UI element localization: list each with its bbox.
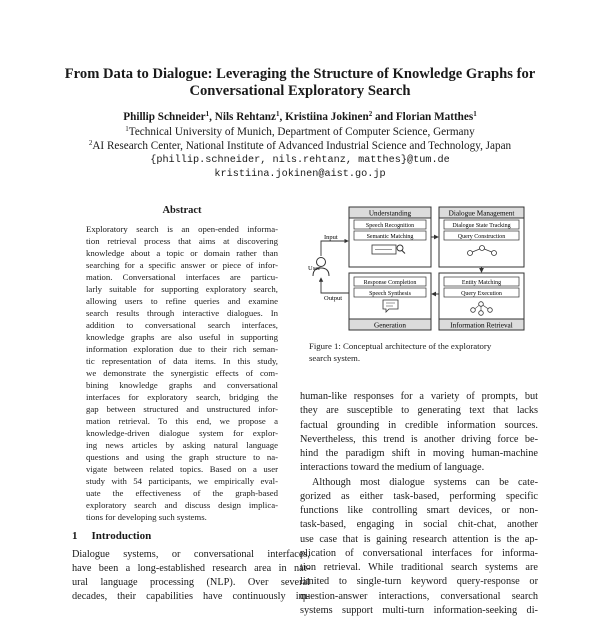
paper-title-line-1: From Data to Dialogue: Leveraging the Structure of Knowledge Graphs for [64, 66, 536, 82]
intro-line: decades, their capabilities have continuously im- [72, 591, 310, 602]
paper-title-line-2: Conversational Exploratory Search [189, 83, 411, 99]
abstract-line: tions for developing such systems. [86, 512, 207, 522]
output-label: Output [324, 295, 343, 302]
abstract-line: mation retrieval. To this end, we propose a [86, 416, 278, 426]
body-text-line: Nevertheless, this trend is another driving force be- [300, 433, 538, 445]
abstract-line: mation. Conversational interfaces are particu- [86, 272, 278, 282]
section-title: Introduction [91, 530, 152, 542]
intro-line: ural language processing (NLP). Over several [72, 577, 310, 588]
abstract-line: searching for a specific answer or piece of infor- [86, 260, 278, 270]
response-completion-label: Response Completion [363, 280, 417, 286]
abstract-line: addition to conversational search interfaces, [86, 320, 278, 330]
author-list: Phillip Schneider$^1$, Nils Rehtanz$^1$, Kristiina Jokinen$^2$ and Florian Matthes$^1$ [123, 110, 477, 123]
user-label: User [308, 265, 321, 272]
abstract-line: search results through interactive dialogues. In [86, 308, 278, 318]
dialogue-management-module [439, 207, 524, 267]
author-name: Phillip Schneider [123, 111, 206, 123]
author-name: Florian Matthes [395, 111, 474, 123]
architecture-diagram [300, 200, 540, 335]
author-affil-mark: 2 [368, 110, 373, 118]
abstract-line: allowing users to refine queries and examine [86, 296, 278, 306]
abstract-line: knowledge-driven dialogue system for explor- [86, 428, 278, 438]
author-affil-mark: 1 [275, 110, 280, 118]
body-text-line: interactions toward the medium of language. [300, 462, 485, 474]
body-text-line: systems support multi-turn information-seeking di- [300, 604, 538, 616]
abstract-line: ing news articles by asking natural language [86, 440, 278, 450]
email-line-2[interactable]: kristiina.jokinen@aist.go.jp [214, 169, 386, 180]
input-label: Input [324, 234, 338, 241]
affiliation-2: $^2$AI Research Center, National Institute of Advanced Industrial Science and Technology, Japan [88, 139, 512, 152]
output-arrow [321, 278, 349, 293]
abstract-line: gap between structured and unstructured infor- [86, 404, 278, 414]
figure-caption-line-2: search system. [309, 353, 361, 363]
abstract-line: larly suitable for supporting exploratory search, [86, 284, 278, 294]
generation-label: Generation [374, 321, 406, 330]
dialogue-state-tracking-label: Dialogue State Tracking [452, 223, 511, 229]
intro-line: have been a long-established research area in nat- [72, 563, 310, 574]
abstract-line: bining knowledge graphs and conversational [86, 380, 278, 390]
body-text-line: task-based, engaging in social chit-chat, another [300, 519, 538, 531]
entity-matching-label: Entity Matching [461, 280, 502, 286]
information-retrieval-label: Information Retrieval [450, 321, 513, 330]
information-retrieval-module [439, 273, 524, 330]
abstract-line: interfaces for exploratory search, bridging the [86, 392, 278, 402]
abstract-line: Exploratory search is an open-ended informa- [86, 224, 278, 234]
body-text-line: hind the paradigm shift in moving human-machine [300, 448, 538, 459]
body-text-line: human-like responses for a variety of prompts, but [300, 391, 538, 402]
input-arrow [321, 241, 348, 256]
body-text-line: plication of conversational interfaces for informa- [300, 547, 538, 559]
author-name: Nils Rehtanz [214, 111, 276, 123]
affiliation-1: $^1$Technical University of Munich, Department of Computer Science, Germany [125, 125, 475, 138]
generation-module [349, 273, 431, 330]
abstract-line: uate the effectiveness of the graph-based [86, 488, 278, 498]
author-affil-mark: 1 [205, 110, 210, 118]
abstract-line: vigate between related topics. Based on a user [86, 464, 278, 474]
body-text-line: use case that is gaining research attention is the ap- [300, 533, 538, 545]
section-heading-introduction [72, 530, 151, 542]
abstract-line: study with 54 participants, we empirically eval- [86, 476, 278, 486]
understanding-module [349, 207, 431, 267]
abstract-heading: Abstract [162, 205, 202, 216]
author-affil-mark: 1 [473, 110, 477, 118]
intro-line: Dialogue systems, or conversational interfaces, [72, 549, 310, 560]
body-text-line: tion retrieval. While traditional search systems are [300, 562, 538, 573]
abstract-line: information exploration due to their rich seman- [86, 344, 278, 354]
query-construction-label: Query Construction [457, 234, 506, 240]
body-text-line: gorized as either task-based, performing specific [300, 490, 538, 502]
speech-synthesis-label: Speech Synthesis [369, 291, 411, 297]
abstract-line: knowledge graphs are also useful in supporting [86, 332, 278, 342]
abstract-line: knowledge about a topic or domain rather than [86, 248, 278, 258]
section-number: 1 [72, 530, 78, 542]
semantic-matching-label: Semantic Matching [366, 234, 414, 240]
figure-caption-line-1: Figure 1: Conceptual architecture of the exploratory [309, 341, 492, 351]
body-text-line: limited to single-turn keyword query-response or [300, 576, 538, 588]
abstract-line: we demonstrate the synergistic effects of com- [86, 368, 278, 378]
dialogue-management-label: Dialogue Management [448, 209, 515, 218]
author-name: Kristiina Jokinen [285, 111, 369, 123]
understanding-label: Understanding [368, 209, 412, 218]
abstract-line: tion retrieval process that aims at discovering [86, 236, 278, 246]
body-text-line: Although most dialogue systems can be cate- [312, 476, 538, 488]
abstract-line: tic representation of data items. In this study, [86, 356, 278, 366]
email-line-1[interactable]: {phillip.schneider, nils.rehtanz, matthes}@tum.de [150, 155, 450, 166]
body-text-line: factual grounding in credible information sources. [300, 419, 538, 431]
body-text-line: question-answer interactions, conversational search [300, 590, 538, 602]
abstract-line: exploratory search and discuss design implica- [86, 500, 278, 510]
query-execution-label: Query Execution [461, 291, 502, 297]
body-text-line: they are susceptible to generating text that lacks [300, 405, 538, 417]
body-text-line: functions like controlling smart devices, or non- [300, 505, 538, 516]
abstract-line: questions and using the graph structure to na- [86, 452, 278, 462]
speech-recognition-label: Speech Recognition [365, 223, 415, 229]
